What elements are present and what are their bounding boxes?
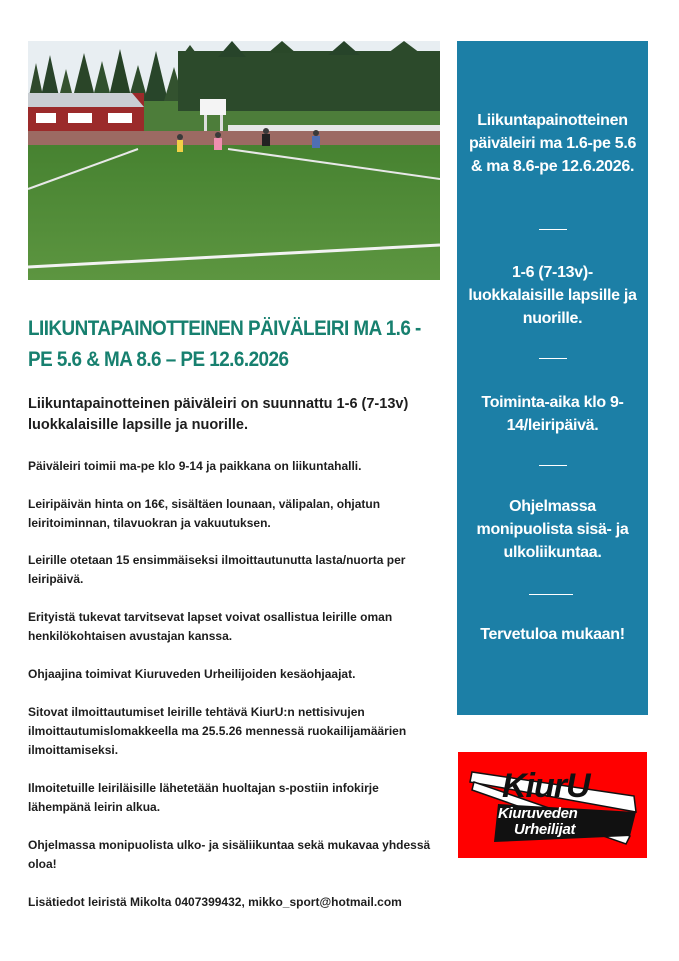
- info-sidebar: [457, 41, 648, 715]
- paragraph-program: Ohjelmassa monipuolista ulko- ja sisäliikuntaa sekä mukavaa yhdessä oloa!: [28, 838, 431, 871]
- sidebar-dates: Liikuntapainotteinen päiväleiri ma 1.6-pe 5.6 & ma 8.6-pe 12.6.2026.: [468, 112, 637, 175]
- sidebar-divider: [539, 358, 567, 359]
- sidebar-welcome: Tervetuloa mukaan!: [480, 626, 625, 643]
- sidebar-divider: [539, 465, 567, 466]
- sidebar-hours: Toiminta-aika klo 9-14/leiripäivä.: [481, 394, 624, 434]
- sidebar-divider: [539, 229, 567, 230]
- page-title: LIIKUNTAPAINOTTEINEN PÄIVÄLEIRI MA 1.6 - PE 5.6 & MA 8.6 – PE 12.6.2026: [28, 317, 421, 371]
- paragraph-special-needs: Erityistä tukevat tarvitsevat lapset voivat osallistua leirille oman henkilökohtaisen avustajan kanssa.: [28, 610, 393, 643]
- kiuru-logo: [458, 752, 647, 858]
- sidebar-program: Ohjelmassa monipuolista sisä- ja ulkoliikuntaa.: [476, 498, 629, 561]
- sidebar-divider: [529, 594, 573, 595]
- logo-wordmark: KiurU: [502, 767, 590, 805]
- paragraph-schedule: Päiväleiri toimii ma-pe klo 9-14 ja paikkana on liikuntahalli.: [28, 459, 362, 473]
- intro-text: Liikuntapainotteinen päiväleiri on suunnattu 1-6 (7-13v) luokkalaisille lapsille ja nuorille.: [28, 396, 409, 433]
- paragraph-instructors: Ohjaajina toimivat Kiuruveden Urheilijoiden kesäohjaajat.: [28, 667, 356, 681]
- logo-line-1: Kiuruveden: [498, 805, 578, 822]
- paragraph-price: Leiripäivän hinta on 16€, sisältäen lounaan, välipalan, ohjatun leiritoiminnan, tilavuokran ja vakuutuksen.: [28, 497, 381, 530]
- paragraph-registration: Sitovat ilmoittautumiset leirille tehtävä KiurU:n nettisivujen ilmoittautumislomakkeella ma 25.5.26 mennessä ruokailijamäärien ilmoittamiseksi.: [28, 705, 407, 757]
- paragraph-infoletter: Ilmoitetuille leiriläisille lähetetään huoltajan s-postiin infokirje lähempänä leirin alkua.: [28, 781, 379, 814]
- paragraph-contact: Lisätiedot leiristä Mikolta 0407399432, mikko_sport@hotmail.com: [28, 895, 402, 909]
- sidebar-audience: 1-6 (7-13v)-luokkalaisille lapsille ja nuorille.: [468, 264, 637, 327]
- paragraph-capacity: Leirille otetaan 15 ensimmäiseksi ilmoittautunutta lasta/nuorta per leiripäivä.: [28, 553, 406, 586]
- hero-photo: [28, 41, 440, 280]
- logo-line-2: Urheilijat: [514, 821, 576, 838]
